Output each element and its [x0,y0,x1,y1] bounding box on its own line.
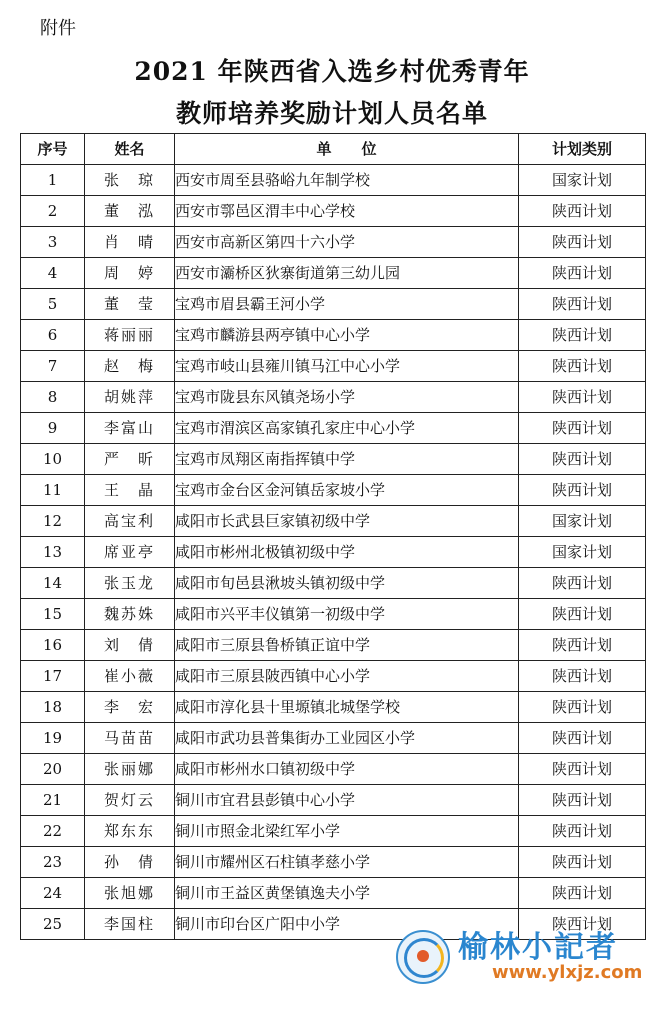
row-unit: 西安市灞桥区狄寨街道第三幼儿园 [175,258,519,289]
row-number: 22 [21,816,85,847]
row-name: 胡姚萍 [85,382,175,413]
watermark-url: www.ylxjz.com [492,962,643,983]
row-plan-type: 陕西计划 [519,754,646,785]
row-plan-type: 陕西计划 [519,568,646,599]
row-plan-type: 陕西计划 [519,909,646,940]
row-name: 高宝利 [85,506,175,537]
row-number: 21 [21,785,85,816]
row-plan-type: 陕西计划 [519,475,646,506]
row-name: 贺灯云 [85,785,175,816]
row-number: 23 [21,847,85,878]
table-row [21,816,646,847]
table-row [21,196,646,227]
table-row [21,227,646,258]
row-name: 张旭娜 [85,878,175,909]
row-unit: 铜川市耀州区石柱镇孝慈小学 [175,847,519,878]
row-plan-type: 陕西计划 [519,196,646,227]
row-name: 张 琼 [85,165,175,196]
row-plan-type: 陕西计划 [519,289,646,320]
row-number: 2 [21,196,85,227]
row-unit: 铜川市宜君县彭镇中心小学 [175,785,519,816]
row-number: 12 [21,506,85,537]
row-unit: 咸阳市兴平丰仪镇第一初级中学 [175,599,519,630]
row-name: 张丽娜 [85,754,175,785]
row-plan-type: 陕西计划 [519,444,646,475]
row-number: 3 [21,227,85,258]
table-row [21,289,646,320]
row-unit: 宝鸡市眉县霸王河小学 [175,289,519,320]
row-plan-type: 陕西计划 [519,351,646,382]
row-plan-type: 陕西计划 [519,847,646,878]
table-row [21,661,646,692]
header-unit: 单 位 [175,134,519,165]
row-name: 魏苏姝 [85,599,175,630]
table-row [21,785,646,816]
table-row [21,382,646,413]
row-plan-type: 陕西计划 [519,630,646,661]
row-name: 孙 倩 [85,847,175,878]
table-row [21,568,646,599]
row-name: 崔小薇 [85,661,175,692]
row-plan-type: 国家计划 [519,506,646,537]
row-name: 马苗苗 [85,723,175,754]
row-unit: 咸阳市三原县陂西镇中心小学 [175,661,519,692]
table-row [21,599,646,630]
row-name: 刘 倩 [85,630,175,661]
table-row [21,258,646,289]
table-row [21,630,646,661]
row-unit: 宝鸡市渭滨区高家镇孔家庄中心小学 [175,413,519,444]
header-name: 姓名 [85,134,175,165]
row-plan-type: 陕西计划 [519,258,646,289]
row-plan-type: 陕西计划 [519,599,646,630]
row-number: 4 [21,258,85,289]
row-unit: 铜川市王益区黄堡镇逸夫小学 [175,878,519,909]
row-unit: 宝鸡市凤翔区南指挥镇中学 [175,444,519,475]
row-number: 25 [21,909,85,940]
row-unit: 咸阳市彬州水口镇初级中学 [175,754,519,785]
row-number: 9 [21,413,85,444]
row-number: 17 [21,661,85,692]
row-number: 7 [21,351,85,382]
row-number: 15 [21,599,85,630]
row-plan-type: 陕西计划 [519,785,646,816]
row-unit: 宝鸡市岐山县雍川镇马江中心小学 [175,351,519,382]
roster-table [20,133,646,940]
document-title-line1: 2021 年陕西省入选乡村优秀青年 [134,57,530,86]
row-unit: 咸阳市彬州北极镇初级中学 [175,537,519,568]
row-unit: 宝鸡市金台区金河镇岳家坡小学 [175,475,519,506]
row-name: 王 晶 [85,475,175,506]
table-row [21,878,646,909]
attachment-label: 附件 [40,18,76,39]
row-unit: 宝鸡市陇县东风镇尧场小学 [175,382,519,413]
table-row [21,351,646,382]
row-number: 5 [21,289,85,320]
row-number: 16 [21,630,85,661]
row-name: 李 宏 [85,692,175,723]
row-name: 张玉龙 [85,568,175,599]
row-unit: 咸阳市长武县巨家镇初级中学 [175,506,519,537]
row-name: 李富山 [85,413,175,444]
row-plan-type: 国家计划 [519,165,646,196]
row-unit: 咸阳市武功县普集街办工业园区小学 [175,723,519,754]
row-number: 1 [21,165,85,196]
row-name: 赵 梅 [85,351,175,382]
row-plan-type: 陕西计划 [519,661,646,692]
table-header-row [21,134,646,165]
table-row [21,692,646,723]
row-plan-type: 陕西计划 [519,692,646,723]
header-number: 序号 [21,134,85,165]
row-name: 严 昕 [85,444,175,475]
table-row [21,847,646,878]
table-row [21,320,646,351]
row-name: 肖 晴 [85,227,175,258]
table-row [21,754,646,785]
row-number: 8 [21,382,85,413]
row-number: 13 [21,537,85,568]
row-unit: 西安市周至县骆峪九年制学校 [175,165,519,196]
row-number: 24 [21,878,85,909]
row-unit: 铜川市照金北梁红军小学 [175,816,519,847]
row-unit: 咸阳市淳化县十里塬镇北城堡学校 [175,692,519,723]
row-plan-type: 陕西计划 [519,816,646,847]
row-unit: 西安市高新区第四十六小学 [175,227,519,258]
row-number: 6 [21,320,85,351]
row-name: 席亚亭 [85,537,175,568]
document-title-line2: 教师培养奖励计划人员名单 [175,99,488,128]
row-number: 14 [21,568,85,599]
row-name: 周 婷 [85,258,175,289]
row-number: 20 [21,754,85,785]
row-name: 董 泓 [85,196,175,227]
row-plan-type: 陕西计划 [519,413,646,444]
row-unit: 铜川市印台区广阳中小学 [175,909,519,940]
row-plan-type: 陕西计划 [519,878,646,909]
row-unit: 宝鸡市麟游县两亭镇中心小学 [175,320,519,351]
row-unit: 西安市鄠邑区渭丰中心学校 [175,196,519,227]
watermark-name: 榆林小記者 [458,930,618,965]
table-row [21,413,646,444]
row-plan-type: 陕西计划 [519,320,646,351]
row-number: 19 [21,723,85,754]
row-unit: 咸阳市旬邑县湫坡头镇初级中学 [175,568,519,599]
row-plan-type: 陕西计划 [519,227,646,258]
row-number: 18 [21,692,85,723]
table-row [21,475,646,506]
table-row [21,723,646,754]
table-row [21,165,646,196]
row-number: 10 [21,444,85,475]
header-plan-type: 计划类别 [519,134,646,165]
row-unit: 咸阳市三原县鲁桥镇正谊中学 [175,630,519,661]
row-plan-type: 陕西计划 [519,723,646,754]
row-plan-type: 国家计划 [519,537,646,568]
row-name: 李国柱 [85,909,175,940]
table-row [21,909,646,940]
table-row [21,506,646,537]
row-name: 蒋丽丽 [85,320,175,351]
row-name: 董 莹 [85,289,175,320]
table-row [21,537,646,568]
table-row [21,444,646,475]
row-plan-type: 陕西计划 [519,382,646,413]
row-name: 郑东东 [85,816,175,847]
row-number: 11 [21,475,85,506]
